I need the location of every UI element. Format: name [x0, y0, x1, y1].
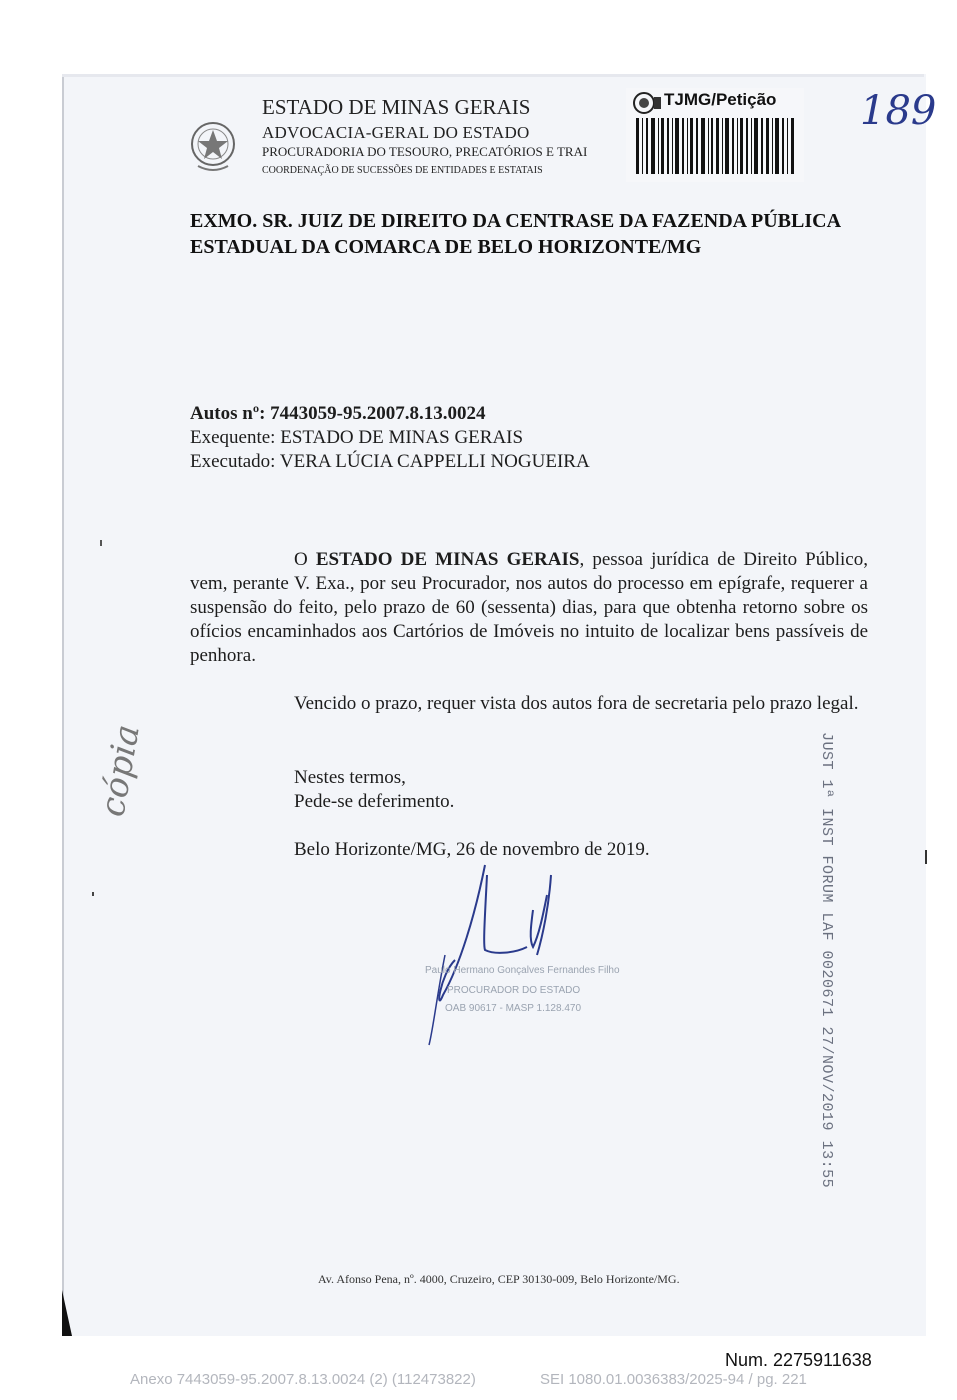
case-executado: Executado: VERA LÚCIA CAPPELLI NOGUEIRA — [190, 451, 590, 472]
footer-annex: Anexo 7443059-95.2007.8.13.0024 (2) (112473822) — [130, 1371, 476, 1388]
margin-mark — [92, 892, 94, 896]
place-date: Belo Horizonte/MG, 26 de novembro de 2019. — [294, 839, 650, 860]
footer-sei: SEI 1080.01.0036383/2025-94 / pg. 221 — [540, 1371, 807, 1388]
p1-intro: O — [294, 549, 316, 570]
p2-text: Vencido o prazo, requer vista dos autos fora de secretaria pelo prazo legal. — [294, 693, 859, 714]
protocol-stamp: JUST 1ª INST FORUM LAF 0020671 27/NOV/2019 13:55 — [818, 732, 835, 1189]
body-paragraph-2 — [190, 692, 868, 716]
signature-icon — [415, 855, 595, 1055]
header-agency: ADVOCACIA-GERAL DO ESTADO — [262, 123, 530, 142]
p1-text: , pessoa jurídica de Direito Público, vem, perante V. Exa., por seu Procurador, nos autos do processo em epígrafe, requerer a suspensão do feito, pelo prazo de 60 (sessenta) dias, para que obtenha retorno sobre os ofícios encaminhados aos Cartórios de Imóveis no intuito de localizar bens passíveis de penhora. — [190, 549, 868, 666]
signer-registration: OAB 90617 - MASP 1.128.470 — [445, 1003, 582, 1014]
closing-line-1: Nestes termos, — [294, 767, 406, 788]
signer-role: PROCURADOR DO ESTADO — [447, 985, 581, 996]
svg-text:189: 189 — [860, 88, 937, 134]
margin-mark — [100, 540, 102, 546]
svg-text:cópia: cópia — [92, 721, 148, 820]
stamp-label: TJMG/Petição — [664, 90, 777, 109]
signer-name: Paulo Hermano Gonçalves Fernandes Filho — [425, 965, 620, 976]
scan-shadow — [62, 1290, 72, 1336]
margin-note — [92, 700, 148, 820]
footer-address: Av. Afonso Pena, nº. 4000, Cruzeiro, CEP 30130-009, Belo Horizonte/MG. — [318, 1272, 680, 1286]
case-number: Autos nº: 7443059-95.2007.8.13.0024 — [190, 403, 486, 424]
case-exequente: Exequente: ESTADO DE MINAS GERAIS — [190, 427, 524, 448]
state-crest-icon — [190, 116, 236, 176]
handwritten-folio-number — [856, 80, 937, 136]
header-coordination: COORDENAÇÃO DE SUCESSÕES DE ENTIDADES E ESTATAIS — [262, 165, 543, 176]
addressee-heading: EXMO. SR. JUIZ DE DIREITO DA CENTRASE DA FAZENDA PÚBLICA ESTADUAL DA COMARCA DE BELO HORIZONTE/MG — [190, 210, 840, 258]
closing-line-2: Pede-se deferimento. — [294, 791, 455, 812]
tjmg-logo-icon — [632, 91, 662, 115]
margin-mark — [925, 850, 927, 864]
body-paragraph-1 — [190, 548, 868, 668]
p1-bold-party: ESTADO DE MINAS GERAIS — [315, 549, 580, 570]
case-block — [190, 402, 590, 474]
scan-edge — [62, 74, 924, 77]
header-department: PROCURADORIA DO TESOURO, PRECATÓRIOS E TRAI — [262, 144, 588, 159]
header-state: ESTADO DE MINAS GERAIS — [262, 95, 531, 119]
tjmg-stamp — [626, 88, 804, 182]
document-number: Num. 2275911638 — [725, 1350, 872, 1370]
barcode-icon — [636, 118, 796, 174]
